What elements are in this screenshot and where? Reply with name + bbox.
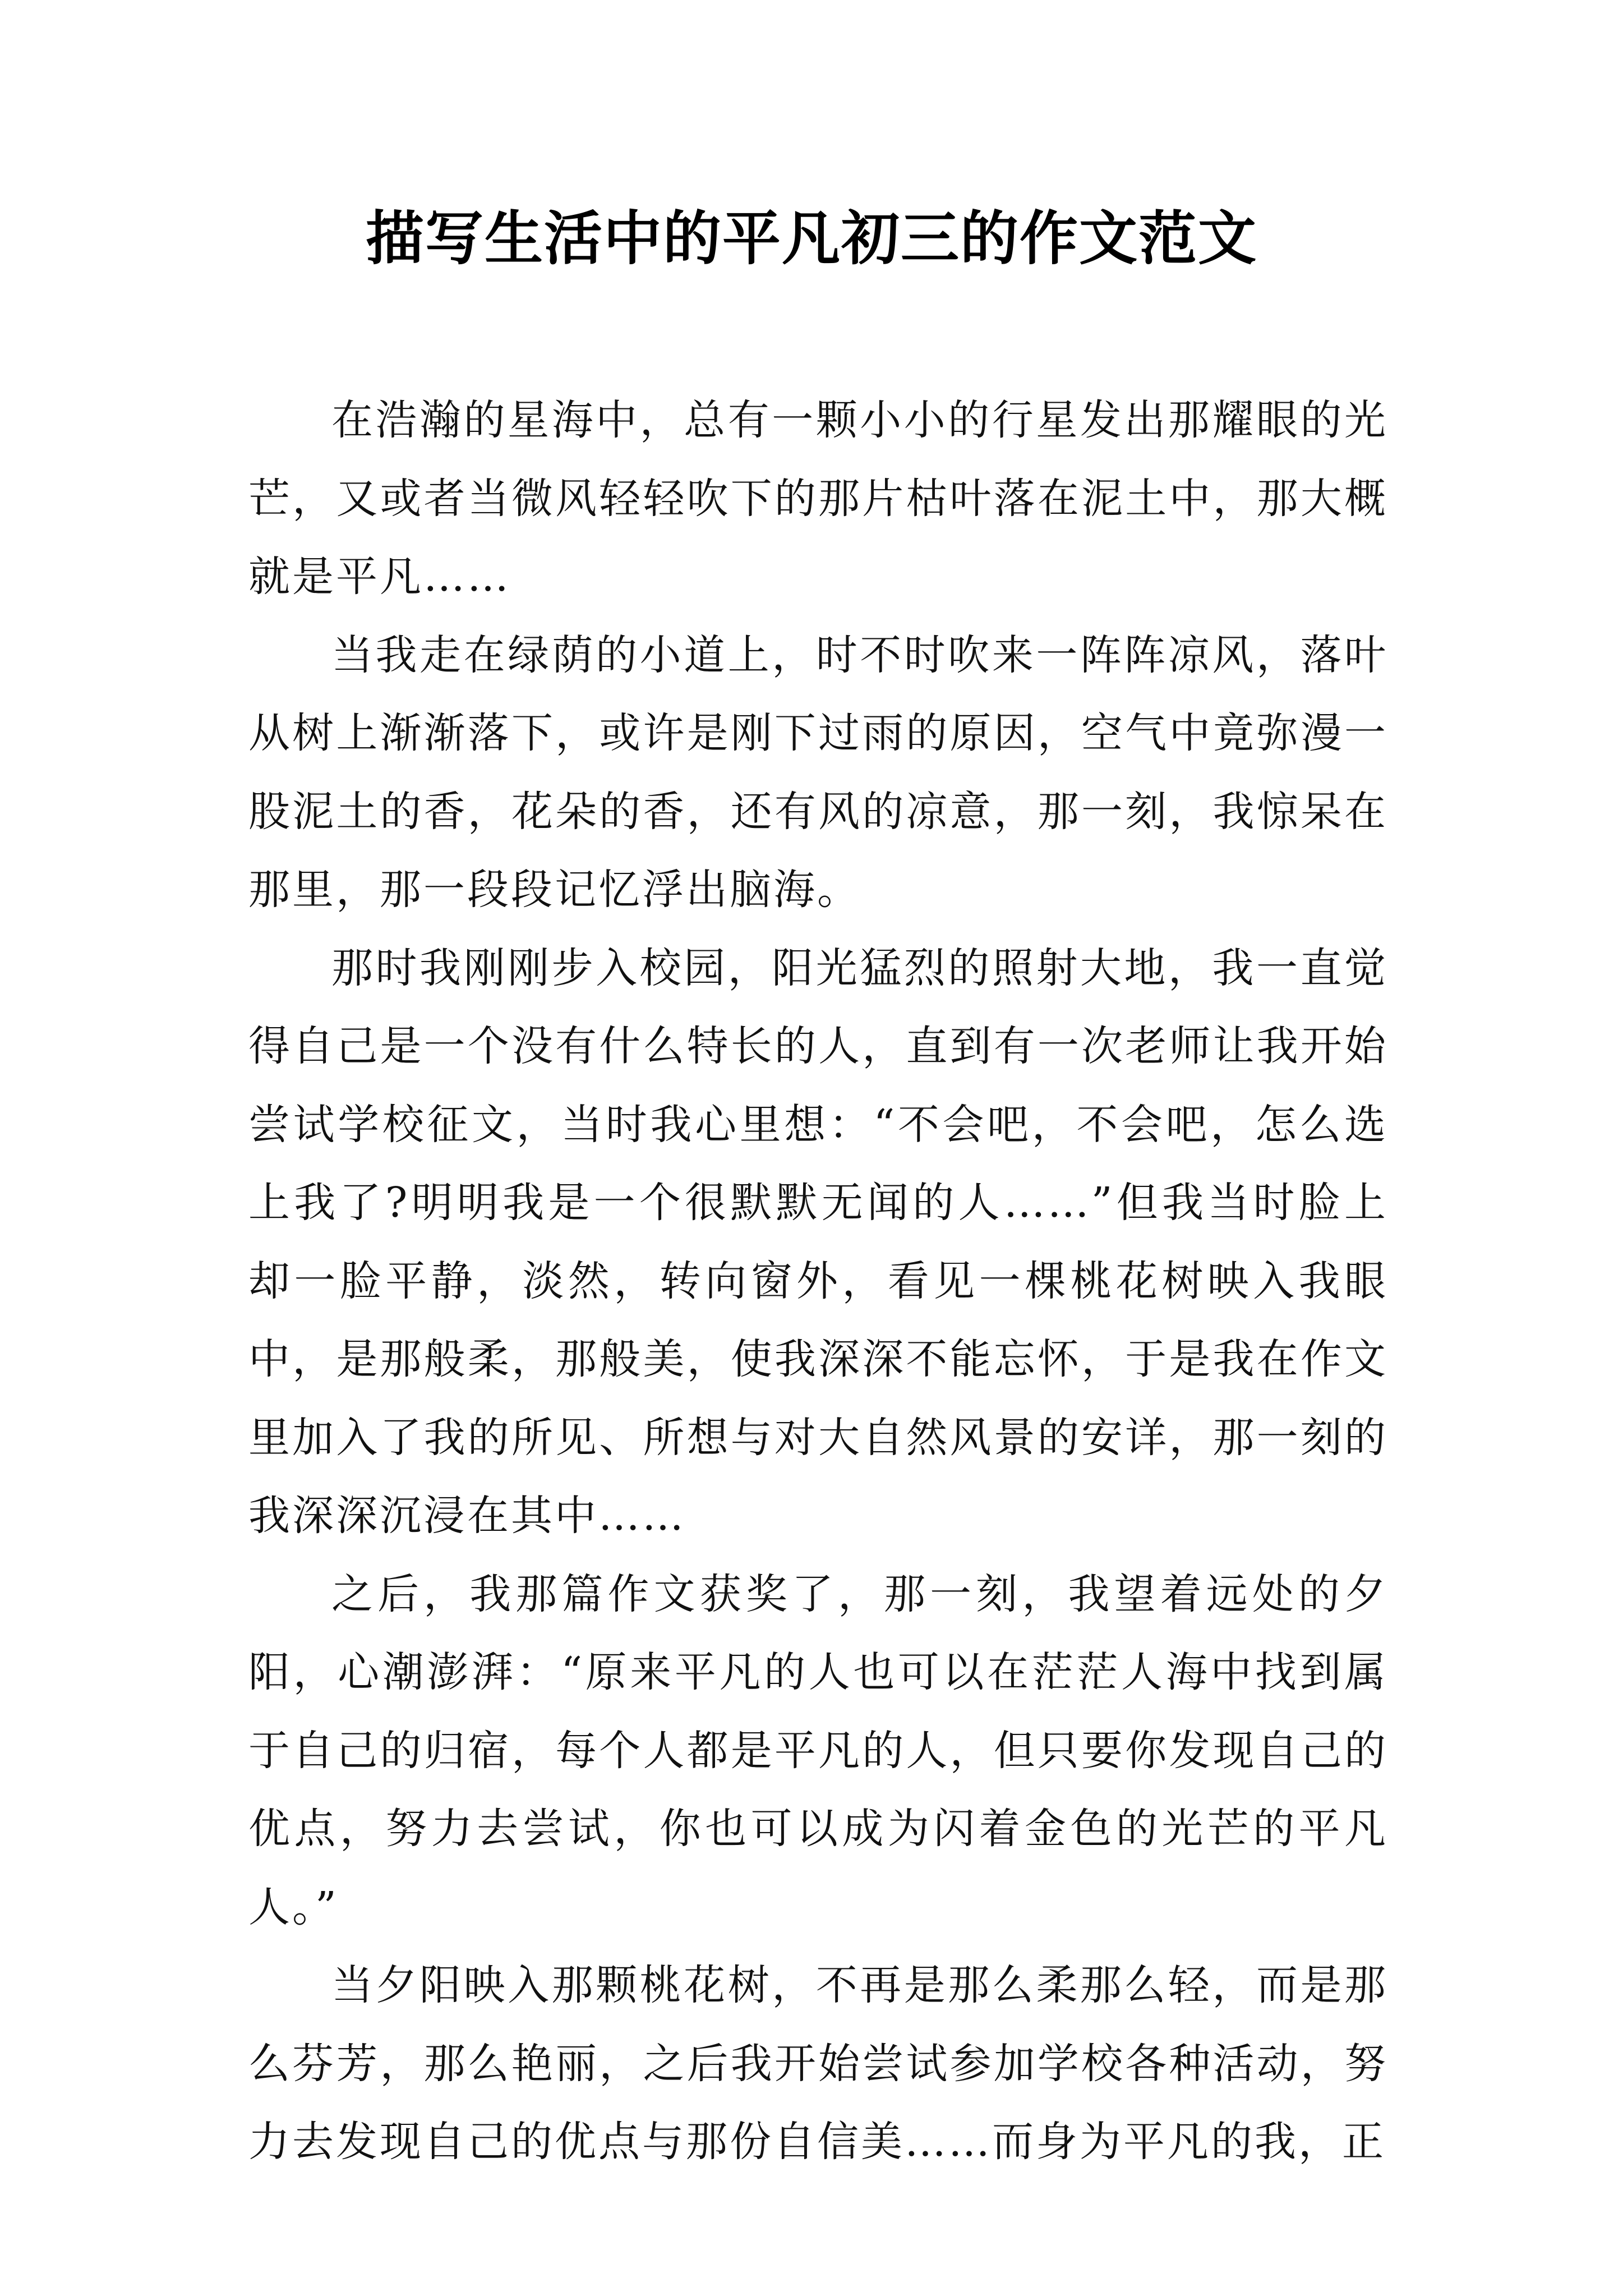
paragraph-3: 那时我刚刚步入校园，阳光猛烈的照射大地，我一直觉得自己是一个没有什么特长的人，直到有一次老师让我开始尝试学校征文，当时我心里想：“不会吧，不会吧，怎么选上我了?明明我是一个很默默无闻的人……”但我当时脸上却一脸平静，淡然，转向窗外，看见一棵桃花树映入我眼中，是那般柔，那般美，使我深深不能忘怀，于是我在作文里加入了我的所见、所想与对大自然风景的安详，那一刻的我深深沉浸在其中…… <box>248 944 1388 1540</box>
document-body <box>248 381 1388 2182</box>
paragraph-1: 在浩瀚的星海中，总有一颗小小的行星发出那耀眼的光芒，又或者当微风轻轻吹下的那片枯叶落在泥土中，那大概就是平凡…… <box>248 396 1388 601</box>
document-title: 描写生活中的平凡初三的作文范文 <box>365 204 1257 273</box>
paragraph-5: 当夕阳映入那颗桃花树，不再是那么柔那么轻，而是那么芬芳，那么艳丽，之后我开始尝试参加学校各种活动，努力去发现自己的优点与那份自信美……而身为平凡的我，正 <box>248 1961 1388 2166</box>
paragraph-4: 之后，我那篇作文获奖了，那一刻，我望着远处的夕阳，心潮澎湃：“原来平凡的人也可以在茫茫人海中找到属于自己的归宿，每个人都是平凡的人，但只要你发现自己的优点，努力去尝试，你也可以成为闪着金色的光芒的平凡人。” <box>248 1570 1388 1931</box>
paragraph-2: 当我走在绿荫的小道上，时不时吹来一阵阵凉风，落叶从树上渐渐落下，或许是刚下过雨的原因，空气中竟弥漫一股泥土的香，花朵的香，还有风的凉意，那一刻，我惊呆在那里，那一段段记忆浮出脑海。 <box>248 631 1388 914</box>
